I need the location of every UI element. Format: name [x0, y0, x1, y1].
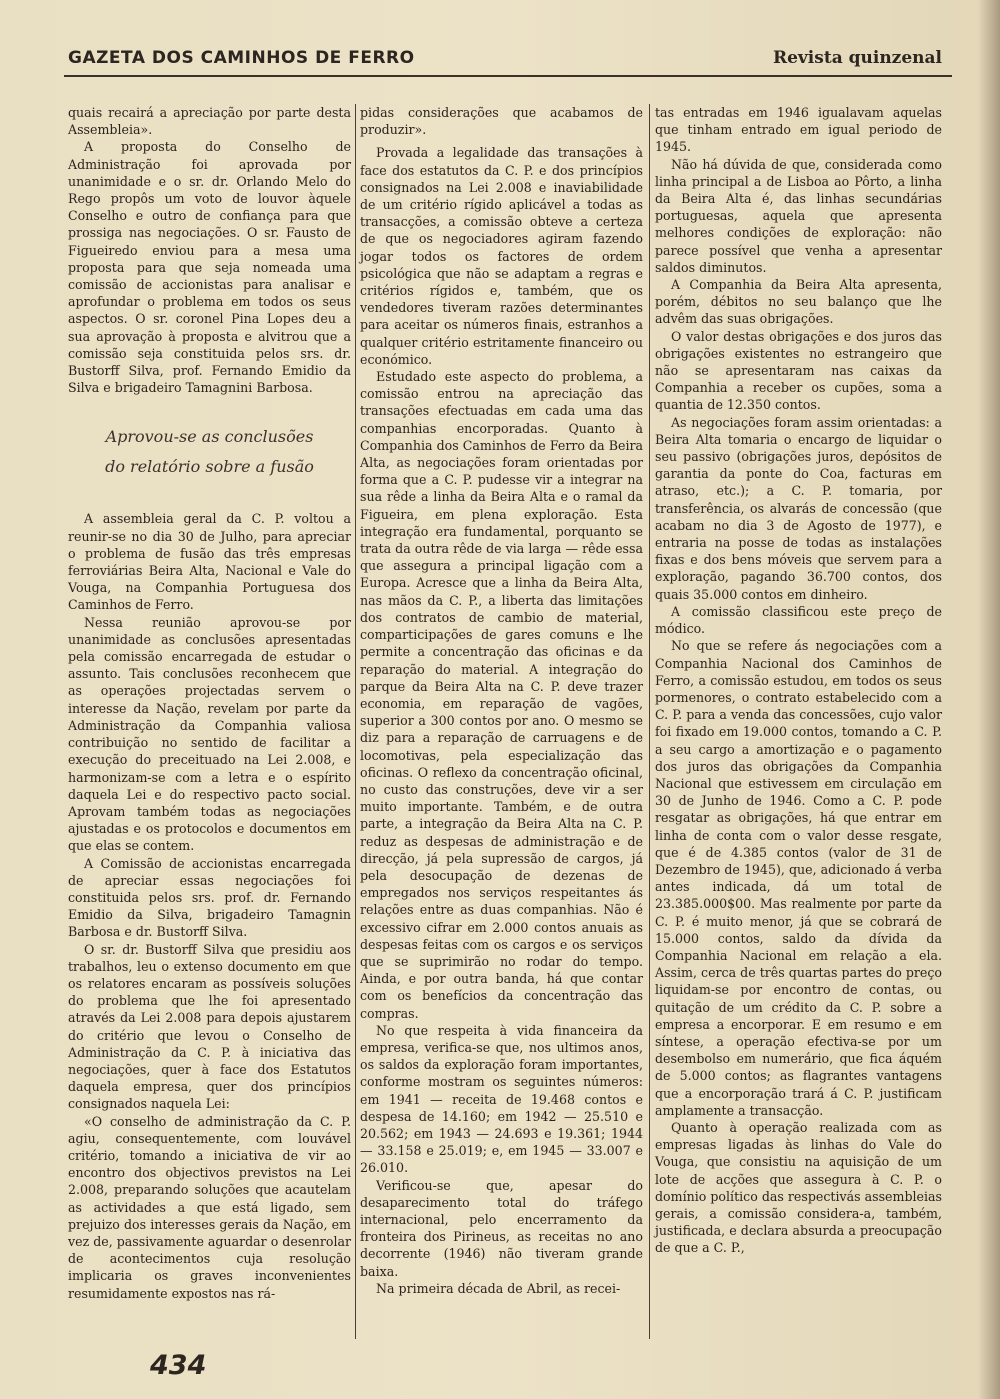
paragraph: pidas considerações que acabamos de produzir». — [360, 105, 643, 138]
paragraph: quais recairá a apreciação por parte desta Assembleia». — [68, 105, 351, 138]
paragraph: Quanto à operação realizada com as empresas ligadas às linhas do Vale do Vouga, que consistiu na aquisição de um lote de acções que assegura à C. P. o domínio político das respectivás assembleias gerais, a comissão considera-a, também, justificada, e declara absurda a preocupação de que a C. P., — [655, 1119, 942, 1256]
quoted-paragraph: «O conselho de administração da C. P. agiu, consequentemente, com louvável critério, tomando a iniciativa de vir ao encontro dos objectivos previstos na Lei 2.008, preparando soluções que acautelam as actividades a que está ligado, sem prejuizo dos interesses gerais da Nação, em vez de, passivamente aguardar o desenrolar de acontecimentos cuja resolução implicaria os graves inconvenientes resumidamente expostos nas rá- — [68, 1113, 351, 1301]
article-column-3 — [655, 104, 942, 1257]
paragraph: No que respeita à vida financeira da empresa, verifica-se que, nos ultimos anos, os saldos da exploração foram importantes, conforme mostram os seguintes números: em 1941 — receita de 19.468 contos e despesa de 14.160; em 1942 — 25.510 e 20.562; em 1943 — 24.693 e 19.361; 1944 — 33.158 e 25.019; e, em 1945 — 33.007 e 26.010. — [360, 1022, 643, 1176]
paragraph: No que se refere ás negociações com a Companhia Nacional dos Caminhos de Ferro, a comissão estudou, em todos os seus pormenores, o contrato estabelecido com a C. P. para a venda das concessões, cujo valor foi fixado em 19.000 contos, tomando a C. P. a seu cargo a amortização e o pagamento dos juros das obrigações da Companhia Nacional que estivessem em circulação em 30 de Junho de 1946. Como a C. P. pode resgatar as obrigações, há que entrar em linha de conta com o valor desse resgate, que é de 4.385 contos (valor de 31 de Dezembro de 1945), que, adicionado á verba antes indicada, dá um total de 23.385.000$00. Mas realmente por parte da C. P. é muito menor, já que se cobrará de 15.000 contos, saldo da dívida da Companhia Nacional em relação a ela. Assim, cerca de três quartas partes do preço liquidam-se por encontro de contas, ou quitação de um crédito da C. P. sobre a empresa a encorporar. E em resumo e em síntese, a operação efectiva-se por um desembolso em numerário, que fica áquém de 5.000 contos; as flagrantes vantagens que a encorporação trará á C. P. justificam amplamente a transacção. — [655, 638, 942, 1118]
paragraph: Provada a legalidade das transações à face dos estatutos da C. P. e dos princípios consignados na Lei 2.008 e inaviabilidade de um critério rígido aplicável a todas as transacções, a comissão obteve a certeza de que os negociadores agiram fazendo jogar todos os factores de ordem psicológica que não se adaptam a regras e critérios rígidos e, também, que os vendedores tiveram razões determinantes para aceitar os números finais, estranhos a qualquer critério estritamente financeiro ou económico. — [360, 145, 643, 367]
paragraph: A assembleia geral da C. P. voltou a reunir-se no dia 30 de Julho, para apreciar o problema de fusão das três empresas ferroviárias Beira Alta, Nacional e Vale do Vouga, na Companhia Portuguesa dos Caminhos de Ferro. — [68, 511, 351, 613]
page-edge-shadow — [978, 0, 1000, 1399]
article-column-1 — [68, 104, 351, 1302]
paragraph: tas entradas em 1946 igualavam aquelas que tinham entrado em igual periodo de 1945. — [655, 105, 942, 155]
paragraph: A Companhia da Beira Alta apresenta, porém, débitos no seu balanço que lhe advêm das suas obrigações. — [655, 277, 942, 327]
article-column-2 — [360, 104, 643, 1297]
paragraph: Na primeira década de Abril, as recei- — [376, 1280, 621, 1296]
paragraph: O valor destas obrigações e dos juros das obrigações existentes no estrangeiro que não se apresentaram nas caixas da Companhia a receber os cupões, soma a quantia de 12.350 contos. — [655, 328, 942, 413]
publication-title: GAZETA DOS CAMINHOS DE FERRO — [68, 48, 415, 68]
column-divider-2 — [649, 104, 650, 1339]
paragraph: A comissão classificou este preço de módico. — [655, 603, 942, 637]
paragraph: Não há dúvida de que, considerada como linha principal a de Lisboa ao Pôrto, a linha da Beira Alta é, das linhas secundárias portuguesas, aquela que apresenta melhores condições de exploração: não parece possível que venha a apresentar saldos diminutos. — [655, 156, 942, 275]
paragraph: O sr. dr. Bustorff Silva que presidiu aos trabalhos, leu o extenso documento em que os relatores encaram as possíveis soluções do problema que lhe foi apresentado através da Lei 2.008 para depois ajustarem do critério que levou o Conselho de Administração da C. P. à iniciativa das negociações, quer à face dos Estatutos daquela empresa, quer dos princípios consignados naquela Lei: — [68, 941, 351, 1112]
header-rule — [64, 75, 952, 77]
paragraph: A proposta do Conselho de Administração foi aprovada por unanimidade e o sr. dr. Orlando Melo do Rego propôs um voto de louvor àquele Conselho e outro de confiança para que prossiga nas negociações. O sr. Fausto de Figueiredo enviou para a mesa uma proposta para que seja nomeada uma comissão de accionistas para analisar e aprofundar o problema em todos os seus aspectos. O sr. coronel Pina Lopes deu a sua aprovação à proposta e alvitrou que a comissão seja constituida pelos srs. dr. Bustorff Silva, prof. Fernando Emidio da Silva e brigadeiro Tamagnini Barbosa. — [68, 139, 351, 396]
paragraph: As negociações foram assim orientadas: a Beira Alta tomaria o encargo de liquidar o seu passivo (obrigações juros, depósitos de garantia da ponte do Coa, facturas em atraso, etc.); a C. P. tomaria, por transferência, os alvarás de concessão (que acabam no dia 3 de Agosto de 1977), e entraria na posse de todas as instalações fixas e dos bens móveis que servem para a exploração, pagando 36.700 contos, dos quais 35.000 contos em dinheiro. — [655, 414, 942, 602]
section-heading-line-2: do relatório sobre a fusão — [105, 457, 314, 477]
paragraph: Verificou-se que, apesar do desaparecimento total do tráfego internacional, pelo encerramento da fronteira dos Pirineus, as receitas no ano decorrente (1946) não tiveram grande baixa. — [360, 1177, 643, 1279]
page-number: 434 — [150, 1350, 207, 1381]
paragraph: Estudado este aspecto do problema, a comissão entrou na apreciação das transações efectuadas em cada uma das companhias encorporadas. Quanto à Companhia dos Caminhos de Ferro da Beira Alta, as negociações foram orientadas por forma que a C. P. pudesse vir a integrar na sua rêde a linha da Beira Alta e o ramal da Figueira, em plena exploração. Esta integração era fundamental, porquanto se trata da outra rêde de via larga — rêde essa que assegura a principal ligação com a Europa. Acresce que a linha da Beira Alta, nas mãos da C. P., a liberta das limitações dos contratos de cambio de material, comparticipações de gares comuns e lhe permite a concentração das oficinas e da reparação do material. A integração do parque da Beira Alta na C. P. deve trazer economia, em reparação de vagões, superior a 300 contos por ano. O mesmo se diz para a reparação de carruagens e de locomotivas, pela especialização das oficinas. O reflexo da concentração oficinal, no custo das construções, deve vir a ser muito importante. Também, e de outra parte, a integração da Beira Alta na C. P. reduz as despesas de administração e de direcção, já pela supressão de cargos, já pela desocupação de dezenas de empregados nos serviços respeitantes ás relações entre as duas companhias. Não é excessivo cifrar em 2.000 contos anuais as despesas feitas com os cargos e os serviços que se suprimirão no rodar do tempo. Ainda, e por outra banda, há que contar com os benefícios da concentração das compras. — [360, 369, 643, 1021]
paragraph: Nessa reunião aprovou-se por unanimidade as conclusões apresentadas pela comissão encarregada de estudar o assunto. Tais conclusões reconhecem que as operações projectadas servem o interesse da Nação, revelam por parte da Administração da Companhia valiosa contribuição no sentido de facilitar a execução do preceituado na Lei 2.008, e harmonizam-se com a letra e o espírito daquela Lei e do respectivo pacto social. Aprovam também todas as negociações ajustadas e os protocolos e documentos em que elas se contem. — [68, 614, 351, 854]
publication-subtitle: Revista quinzenal — [772, 48, 942, 68]
section-heading-line-1: Aprovou-se as conclusões — [105, 427, 314, 447]
section-heading — [68, 422, 351, 482]
paragraph: A Comissão de accionistas encarregada de apreciar essas negociações foi constituida pelos srs. prof. dr. Fernando Emidio da Silva, brigadeiro Tamagnin Barbosa e dr. Bustorff Silva. — [68, 855, 351, 940]
column-divider-1 — [355, 104, 356, 1339]
